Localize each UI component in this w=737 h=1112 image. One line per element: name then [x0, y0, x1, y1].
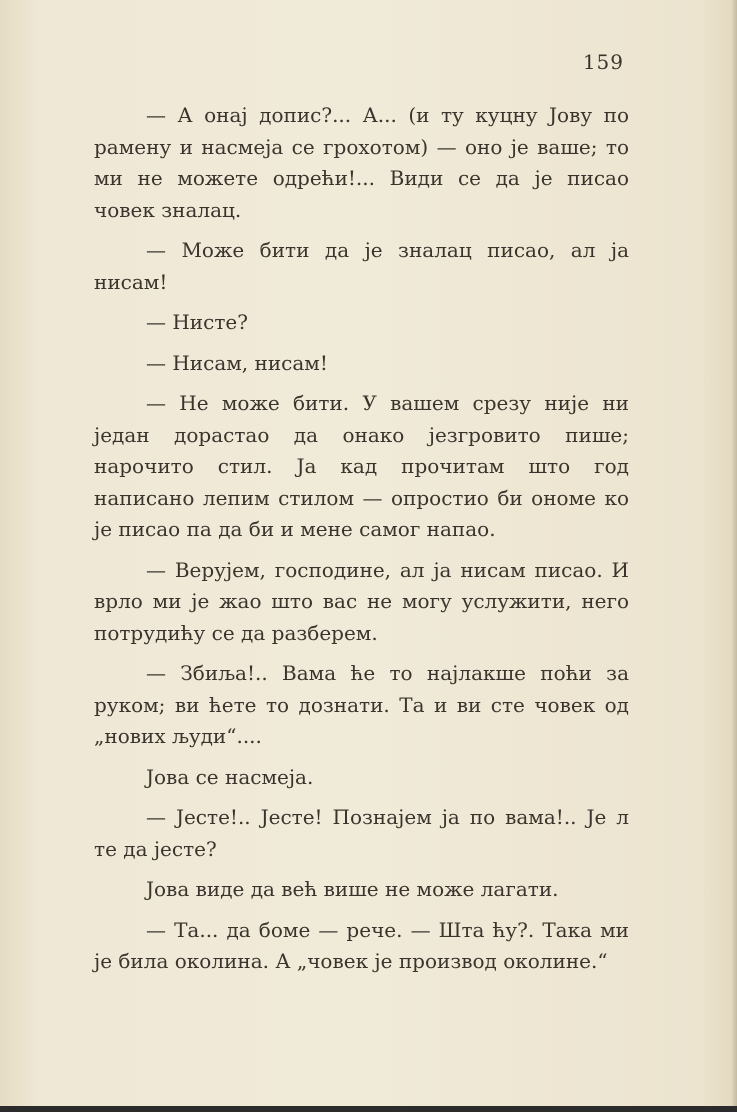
paragraph: Јова се насмеја. — [146, 764, 314, 789]
page-edge-shadow — [731, 0, 737, 1106]
paragraph: — Нисте? — [146, 310, 248, 334]
paragraph: — Не може бити. У вашем срезу није ни један дорастао да онако језгровито пише; нарочито стил. Ја кад прочитам што год написано лепим стилом — опростио би ономе ко је писао па да би и мене самог напао. — [94, 391, 629, 541]
scan-border — [0, 1106, 737, 1112]
paragraph: — Нисам, нисам! — [146, 350, 328, 375]
paragraph: — Збиља!.. Вама ће то најлакше поћи за руком; ви ћете то дознати. Та и ви сте човек од „нових људи“.... — [94, 661, 629, 748]
paragraph: — Верујем, господине, ал ја нисам писао. И врло ми је жао што вас не могу услужити, него потрудићу се да разберем. — [94, 557, 629, 645]
paragraph: — А онај допис?... А... (и ту куцну Јову по рамену и насмеја се грохотом) — оно је ваше; то ми не можете одрећи!... Види се да је писао човек зналац. — [94, 103, 629, 222]
paragraph: — Јесте!.. Јесте! Познајем ја по вама!.. Је л те да јесте? — [94, 805, 629, 861]
paragraph: — Може бити да је зналац писао, ал ја нисам! — [94, 238, 629, 294]
page-text — [94, 100, 629, 987]
paragraph: — Та... да боме — рече. — Шта ћу?. Така ми је била околина. А „човек је производ околине.“ — [94, 917, 629, 973]
paragraph: Јова виде да већ више не може лагати. — [146, 877, 559, 901]
page-number: 159 — [582, 50, 624, 74]
